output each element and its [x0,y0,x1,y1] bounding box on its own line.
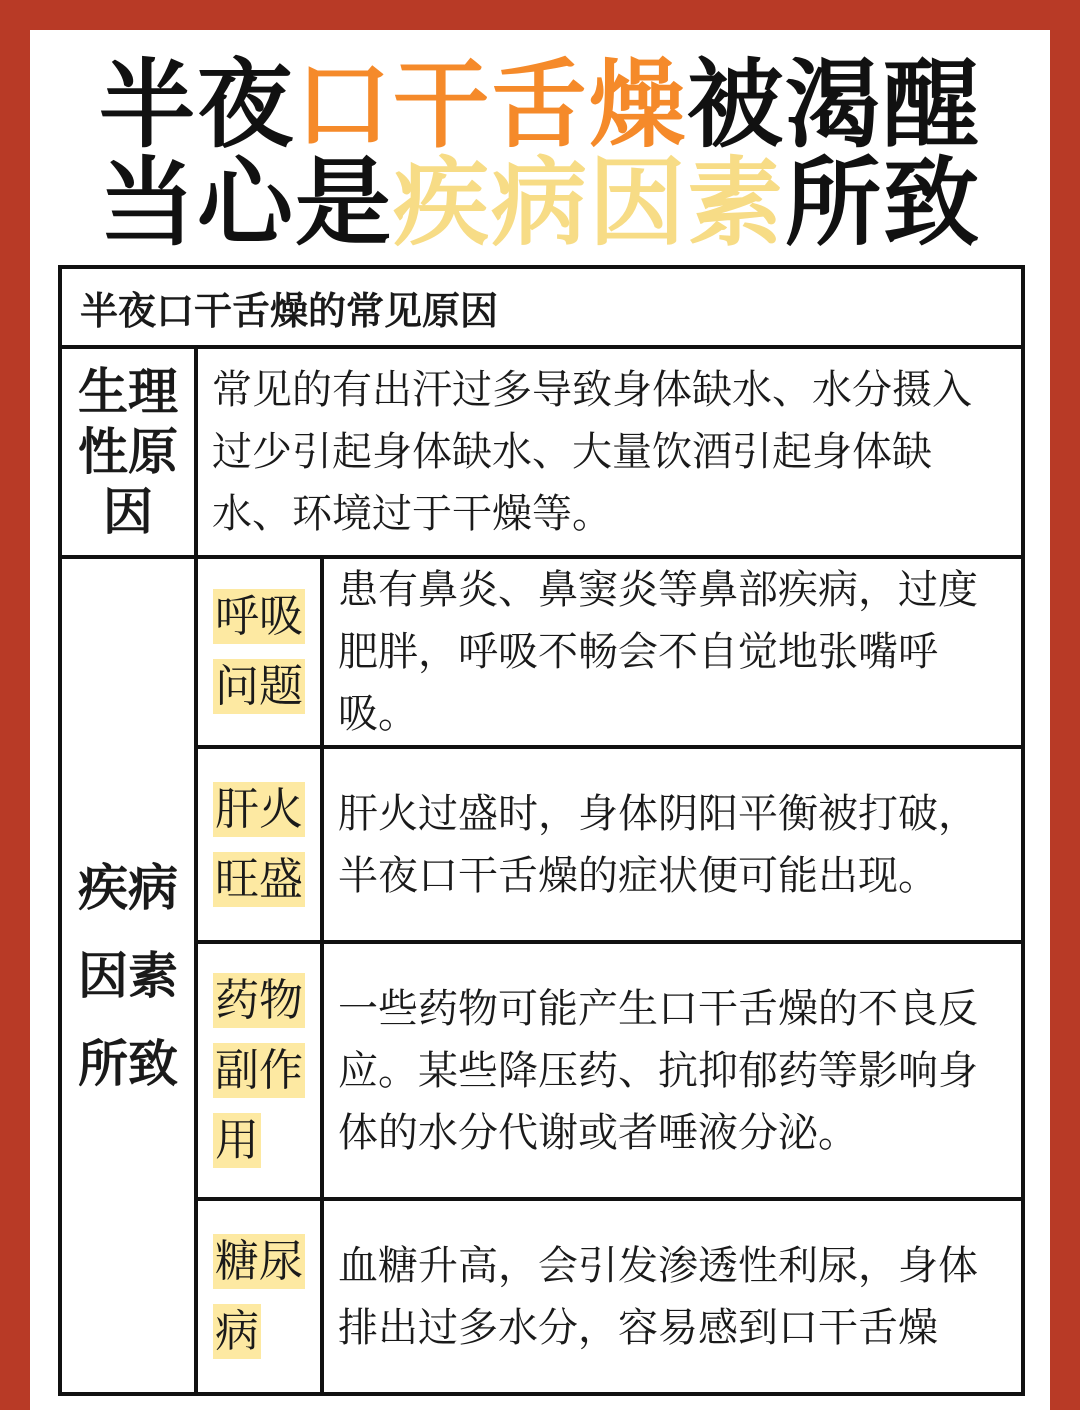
title-segment: 当心是 [99,147,393,259]
sub-category-label [213,582,305,722]
sub-category-cell [196,942,322,1199]
title-line-1 [0,50,1080,160]
category-label: 疾病因素所致 [78,858,178,1093]
sub-category-cell [196,1199,322,1394]
reasons-table [58,265,1025,1396]
title-segment: 所致 [785,147,981,259]
category-disease [60,557,196,1394]
highlighted-label: 肝火旺盛 [215,783,303,905]
sub-category-label [213,775,305,915]
highlighted-label: 糖尿病 [215,1235,303,1357]
title-line-2 [0,148,1080,258]
highlighted-label: 呼吸问题 [215,591,303,712]
title-highlight-orange: 口干舌燥 [295,49,687,161]
physiological-description: 常见的有出汗过多导致身体缺水、水分摄入过少引起身体缺水、大量饮酒引起身体缺水、环境过于干燥等。 [196,347,1023,557]
sub-category-description: 患有鼻炎、鼻窦炎等鼻部疾病，过度肥胖，呼吸不畅会不自觉地张嘴呼吸。 [322,557,1023,747]
sub-category-description: 肝火过盛时，身体阴阳平衡被打破，半夜口干舌燥的症状便可能出现。 [322,747,1023,942]
sub-category-description: 血糖升高，会引发渗透性利尿，身体排出过多水分，容易感到口干舌燥 [322,1199,1023,1394]
sub-category-label [213,966,305,1176]
sub-category-cell [196,557,322,747]
title-segment: 半夜 [99,49,295,161]
title-segment: 被渴醒 [687,49,981,161]
category-physiological [60,347,196,557]
sub-category-label [213,1227,305,1367]
table-header: 半夜口干舌燥的常见原因 [60,267,1023,347]
sub-category-description: 一些药物可能产生口干舌燥的不良反应。某些降压药、抗抑郁药等影响身体的水分代谢或者唾液分泌。 [322,942,1023,1199]
title-highlight-yellow: 疾病因素 [393,147,785,259]
category-label: 生理性原因 [78,363,178,541]
highlighted-label: 药物副作用 [215,974,303,1166]
sub-category-cell [196,747,322,942]
